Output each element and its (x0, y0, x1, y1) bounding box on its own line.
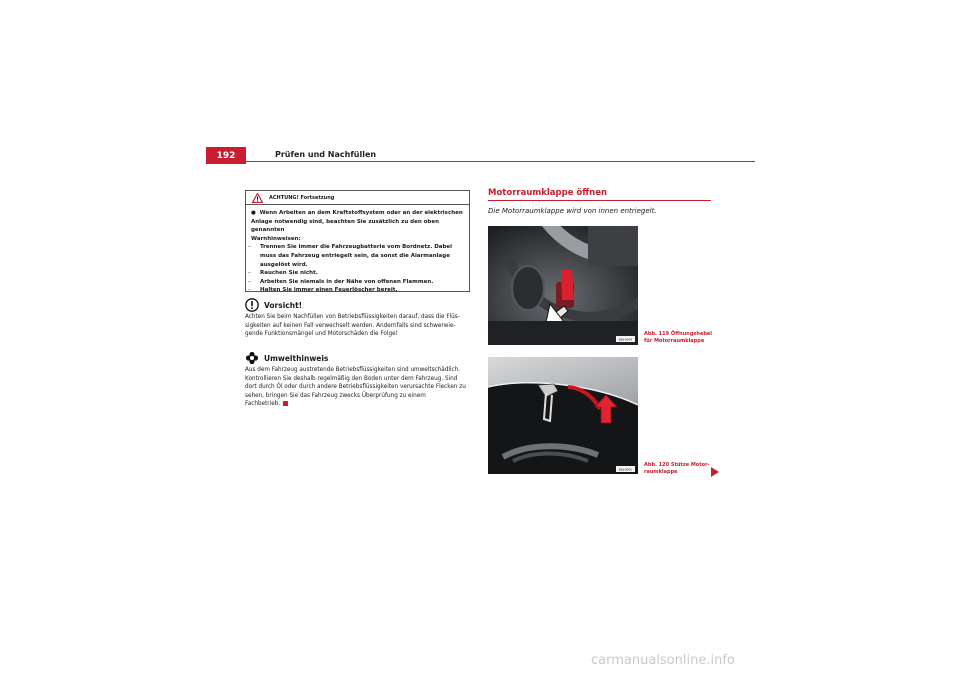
warning-item-text: Halten Sie immer einen Feuerlöscher bereit. (260, 287, 398, 294)
caution-line: sigkeiten auf keinen Fall verwechselt werden. Andernfalls sind schwerwie- (245, 322, 456, 329)
caution-icon (245, 298, 259, 312)
watermark: carmanualsonline.info (591, 653, 735, 668)
continue-arrow-icon (711, 467, 719, 477)
environment-line: sehen, bringen Sie das Fahrzeug zwecks Überprüfung zu einem (245, 392, 426, 399)
environment-text (245, 366, 473, 409)
bullet-icon: ● (251, 210, 260, 216)
caution-line: gende Funktionsmängel und Motorschäden die Folge! (245, 331, 398, 337)
caution-heading (245, 298, 302, 312)
warning-item-text: Rauchen Sie nicht. (260, 270, 318, 277)
environment-line: Kontrollieren Sie deshalb regelmäßig den Boden unter dem Fahrzeug. Sind (245, 375, 458, 382)
warning-box (245, 190, 470, 292)
figure-119-caption (644, 331, 712, 344)
caution-line: Achten Sie beim Nachfüllen von Betriebsflüssigkeiten darauf, dass die Flüs- (245, 314, 460, 320)
figure-120-photo (488, 357, 638, 474)
section-heading: Motorraumklappe öffnen (488, 188, 608, 198)
warning-title: ACHTUNG! Fortsetzung (269, 194, 335, 201)
figure-119-code: B6J-0049 (618, 337, 633, 342)
environment-line: dort durch Öl oder durch andere Betriebsflüssigkeiten verursachte Flecken zu (245, 384, 466, 390)
warning-item-text: Trennen Sie immer die Fahrzeugbatterie vom Bordnetz. Dabei muss das Fahrzeug entriegelt sein, da sonst die Alarmanlage ausgelöst wird. (260, 244, 453, 268)
warning-triangle-icon (252, 193, 263, 203)
caption-line: raumklappe (644, 468, 678, 475)
section-rule (488, 200, 711, 201)
warning-item: – Halten Sie immer einen Feuerlöscher bereit. (248, 287, 398, 294)
warning-intro-line: Warnhinweisen: (251, 235, 301, 242)
warning-title-bar (246, 191, 469, 205)
chapter-title: Prüfen und Nachfüllen (275, 150, 377, 159)
warning-item-text: Arbeiten Sie niemals in der Nähe von offenen Flammen. (260, 278, 434, 285)
caption-line: für Motorraumklappe (644, 337, 705, 344)
environment-line: Aus dem Fahrzeug austretende Betriebsflüssigkeiten sind umweltschädlich. (245, 367, 461, 373)
environment-line: Fachbetrieb. (245, 401, 281, 407)
figure-120-code: B6J-0050 (618, 467, 633, 472)
warning-item: – Rauchen Sie nicht. (248, 270, 318, 277)
warning-body (246, 205, 469, 295)
page-number: 192 (206, 147, 246, 164)
header-rule (206, 161, 755, 162)
caption-line: Abb. 119 Öffnungshebel (644, 331, 713, 337)
warning-intro-line: Wenn Arbeiten an dem Kraftstoffsystem oder an der elektrischen (259, 210, 463, 216)
warning-intro (251, 209, 464, 243)
figure-120-caption (644, 462, 710, 475)
caution-text (245, 313, 473, 339)
caution-title: Vorsicht! (264, 300, 303, 310)
environment-title: Umwelthinweis (264, 353, 329, 363)
flower-icon (245, 351, 259, 365)
environment-heading (245, 351, 328, 365)
section-lead: Die Motorraumklappe wird von innen entriegelt. (488, 207, 657, 215)
figure-119-photo (488, 226, 638, 345)
section-end-mark (283, 401, 288, 406)
caption-line: Abb. 120 Stütze Motor- (644, 462, 710, 468)
warning-item: – Trennen Sie immer die Fahrzeugbatterie vom Bordnetz. Dabei muss das Fahrzeug entriegelt sein, da sonst die Alarmanlage ausgelöst wird. (248, 244, 453, 268)
warning-intro-line: Anlage notwendig sind, beachten Sie zusätzlich zu den oben genannten (251, 218, 440, 234)
warning-item: – Arbeiten Sie niemals in der Nähe von offenen Flammen. (248, 278, 434, 285)
